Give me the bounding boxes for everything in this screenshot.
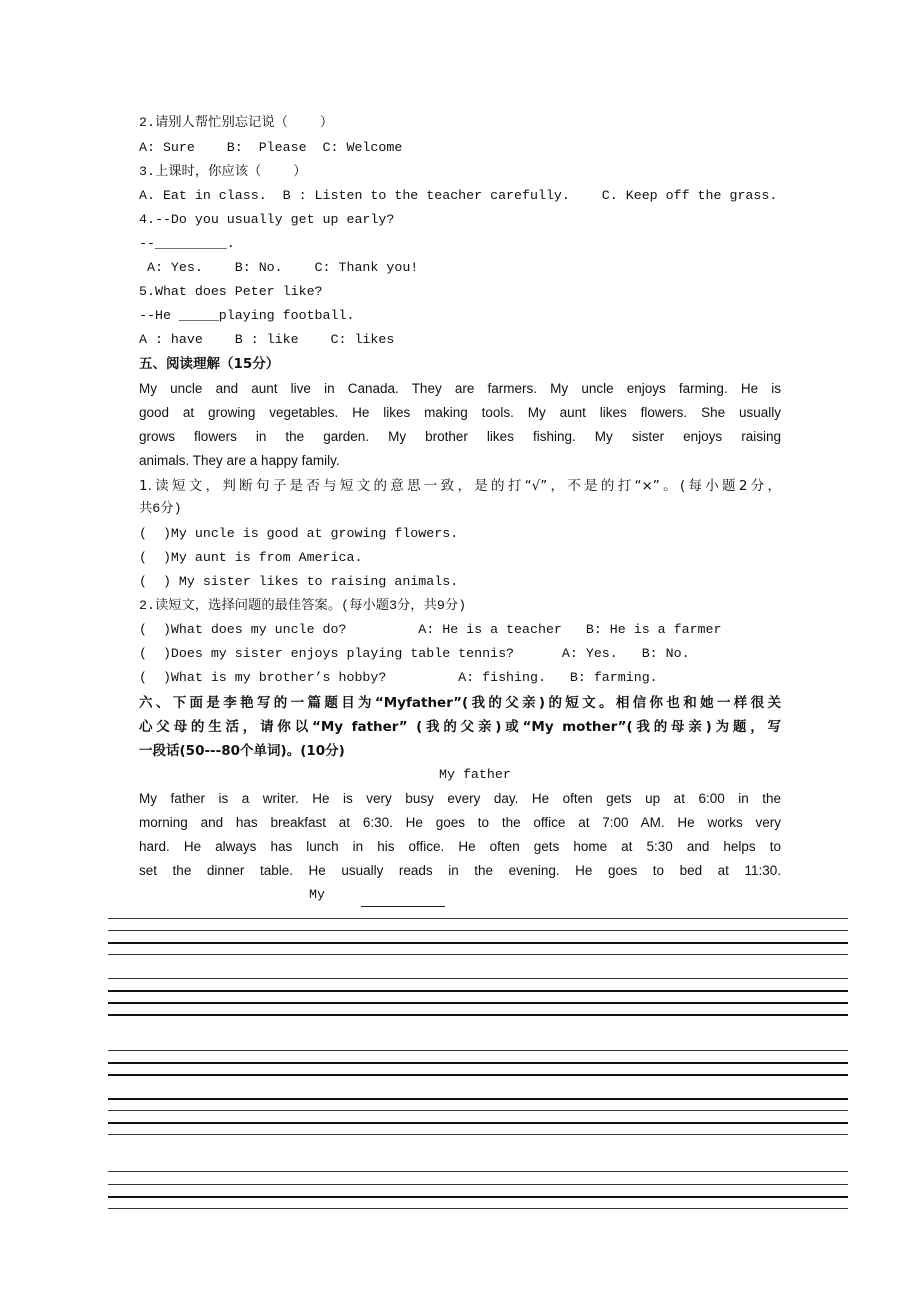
sample-line: My father is a writer. He is very busy every day. He often gets up at 6:00 in the [139,791,781,806]
writing-line[interactable] [108,1002,848,1004]
choice-item: ( )What does my uncle do? A: He is a teacher B: He is a farmer [139,622,722,637]
writing-line[interactable] [108,918,848,919]
true-false-item: ( )My aunt is from America. [139,550,363,565]
answer-options: A: Sure B: Please C: Welcome [139,140,403,155]
section-heading: 一段话(50---80个单词)。(10分) [139,743,345,759]
writing-line[interactable] [108,1122,848,1124]
choice-item: ( )What is my brother’s hobby? A: fishing. B: farming. [139,670,658,685]
writing-line[interactable] [108,1050,848,1051]
writing-line[interactable] [108,1014,848,1016]
writing-line[interactable] [108,1062,848,1064]
answer-options: A. Eat in class. B : Listen to the teacher carefully. C. Keep off the grass. [139,188,778,203]
sample-line: morning and has breakfast at 6:30. He goes to the office at 7:00 AM. He works very [139,815,781,830]
answer-blank: --_________. [139,236,235,251]
writing-line[interactable] [108,942,848,944]
writing-line[interactable] [108,1171,848,1172]
sample-line: set the dinner table. He usually reads in the evening. He goes to bed at 11:30. [139,863,781,878]
answer-blank: --He _____playing football. [139,308,355,323]
answer-options: A: Yes. B: No. C: Thank you! [139,260,419,275]
writing-line[interactable] [108,1196,848,1198]
question-text: 5.What does Peter like? [139,284,323,299]
question-text: 2.请别人帮忙别忘记说（ ） [139,115,334,130]
instructions: 1.读短文，判断句子是否与短文的意思一致，是的打“√”，不是的打“×”。(每小题2分， [139,478,781,494]
instructions: 2.读短文，选择问题的最佳答案。(每小题3分，共9分) [139,598,467,613]
passage-line: grows flowers in the garden. My brother likes fishing. My sister enjoys raising [139,429,781,444]
writing-line[interactable] [108,954,848,955]
writing-line[interactable] [108,930,848,931]
sample-line: hard. He always has lunch in his office. He often gets home at 5:30 and helps to [139,839,781,854]
passage-line: animals. They are a happy family. [139,453,340,468]
choice-item: ( )Does my sister enjoys playing table tennis? A: Yes. B: No. [139,646,690,661]
writing-line[interactable] [108,1098,848,1100]
sample-title: My father [439,767,511,782]
answer-options: A : have B : like C: likes [139,332,395,347]
writing-line[interactable] [108,1110,848,1111]
section-heading: 五、阅读理解（15分） [139,356,280,372]
writing-title-prefix: My [309,887,325,902]
passage-line: good at growing vegetables. He likes making tools. My aunt likes flowers. She usually [139,405,781,420]
writing-line[interactable] [108,990,848,992]
writing-line[interactable] [108,1134,848,1135]
title-blank[interactable] [361,906,445,907]
instructions: 共6分) [139,501,182,516]
writing-line[interactable] [108,1184,848,1185]
writing-line[interactable] [108,1208,848,1209]
question-text: 3.上课时，你应该（ ） [139,164,307,179]
section-heading: 六、下面是李艳写的一篇题目为“Myfather”(我的父亲)的短文。相信你也和她一样很关 [139,695,781,711]
passage-line: My uncle and aunt live in Canada. They are farmers. My uncle enjoys farming. He is [139,381,781,396]
true-false-item: ( ) My sister likes to raising animals. [139,574,459,589]
question-text: 4.--Do you usually get up early? [139,212,395,227]
section-heading: 心父母的生活，请你以“My father” (我的父亲)或“My mother”(我的母亲)为题，写 [139,719,781,735]
writing-line[interactable] [108,1074,848,1076]
writing-line[interactable] [108,978,848,979]
true-false-item: ( )My uncle is good at growing flowers. [139,526,459,541]
